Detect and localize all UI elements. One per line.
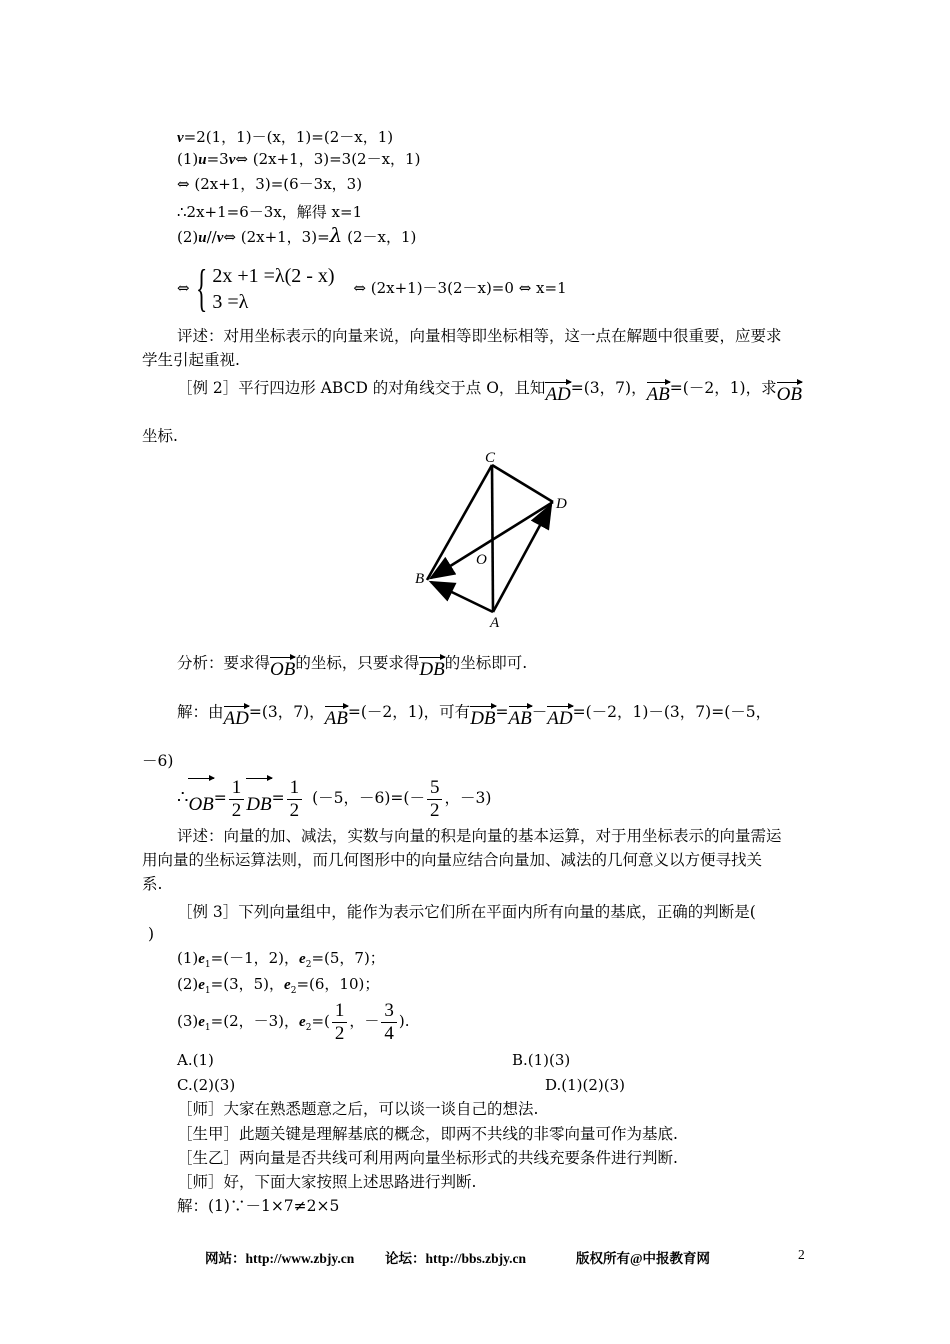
text: =2(1，1)－(x，1)=(2－x，1): [183, 128, 394, 146]
analysis-line: [177, 653, 527, 680]
text: =: [495, 703, 509, 721]
line-part1-step: [177, 174, 362, 194]
vector-v: v: [228, 152, 236, 168]
comment-2-line2: [142, 850, 762, 870]
vector-u: u: [198, 152, 207, 168]
text: ⇔ (2x+1，3)=3(2－x，1): [235, 150, 421, 168]
text: ∴2x+1=6－3x，解得 x=1: [177, 203, 363, 221]
text: =(－1，2)，: [210, 949, 300, 967]
subscript: 2: [305, 960, 312, 970]
vector-AB-line: [431, 582, 493, 612]
text: =(3，7)，: [570, 379, 647, 397]
text: =(5，7)；: [311, 949, 385, 967]
fraction-three-quarters: [381, 1000, 397, 1045]
label-O: O: [476, 552, 487, 568]
example-3-line2: [148, 924, 154, 944]
text: (2): [177, 228, 199, 246]
text: ［师］大家在熟悉题意之后，可以谈一谈自己的想法.: [177, 1100, 539, 1118]
label-B: B: [415, 571, 425, 587]
numerator: 5: [427, 777, 443, 800]
numerator: 1: [332, 1000, 348, 1023]
vector-e2: e: [284, 977, 291, 993]
text: A.(1): [177, 1051, 214, 1069]
text: (1): [177, 949, 199, 967]
text: D.(1)(2)(3): [545, 1076, 626, 1094]
vector-e1: e: [198, 1014, 205, 1030]
comment-2-line1: [177, 826, 782, 846]
equation-2: 3 =λ: [212, 291, 249, 313]
equation-1: 2x +1 =λ(2 - x): [212, 265, 335, 287]
comment-1-line2: [142, 350, 240, 370]
line-part2-condition: [177, 225, 416, 248]
page-number: 2: [798, 1247, 805, 1262]
label-C: C: [485, 450, 496, 466]
text: //: [206, 228, 217, 246]
vector-AB: AB: [325, 704, 348, 729]
denominator: 2: [334, 1022, 345, 1044]
text: ∴: [177, 787, 189, 808]
text: =: [213, 789, 227, 807]
fraction-five-halves: [427, 777, 443, 822]
dialogue-teacher-2: [177, 1172, 476, 1192]
comment-2-line3: [142, 874, 162, 894]
text: ): [148, 925, 155, 943]
numerator: 1: [229, 777, 245, 800]
text: C.(2)(3): [177, 1076, 236, 1094]
option-set-3: [177, 996, 410, 1053]
line-part2-system: [177, 260, 567, 317]
subscript: 1: [204, 986, 211, 996]
text: 解：(1)∵－1×7≠2×5: [177, 1197, 340, 1215]
text: (2－x，1): [342, 228, 417, 246]
text: ⇔ x=1: [518, 279, 567, 297]
vector-OB: OB: [188, 776, 213, 829]
footer-copyright: 版权所有@中报教育网: [576, 1251, 711, 1266]
text: =(6，10)；: [296, 975, 380, 993]
text: －: [531, 703, 548, 721]
subscript: 2: [290, 986, 297, 996]
footer-site[interactable]: 网站：http://www.zbjy.cn: [205, 1251, 355, 1266]
vector-OB: OB: [777, 380, 802, 405]
footer-forum[interactable]: 论坛：http://bbs.zbjy.cn: [385, 1251, 527, 1266]
text: =(2，－3)，: [210, 1012, 300, 1030]
denominator: 2: [231, 799, 242, 821]
numerator: 3: [381, 1000, 397, 1023]
text: =(－2，1)，求: [669, 379, 777, 397]
line-part1-result: [177, 202, 362, 222]
vector-AD: AD: [547, 704, 572, 729]
numerator: 1: [287, 777, 303, 800]
choice-C: [177, 1075, 235, 1095]
text: 的坐标，只要求得: [295, 654, 420, 672]
text: =: [271, 789, 285, 807]
fraction-one-half: [287, 777, 303, 822]
vector-DB: DB: [470, 704, 495, 729]
choice-B: [512, 1050, 570, 1070]
text: =(: [311, 1012, 330, 1030]
dialogue-student-a: [177, 1124, 678, 1144]
text: 评述：向量的加、减法，实数与向量的积是向量的基本运算，对于用坐标表示的向量需运: [177, 827, 782, 845]
vector-DB: DB: [419, 655, 444, 680]
text: ，－: [349, 1012, 380, 1030]
vector-e1: e: [198, 977, 205, 993]
text: 用向量的坐标运算法则，而几何图形中的向量应结合向量加、减法的几何意义以方便寻找关: [142, 851, 763, 869]
text: 坐标.: [142, 427, 178, 445]
text: －6): [142, 752, 174, 770]
text: 解：由: [177, 703, 224, 721]
text: =(－2，1)，可有: [347, 703, 471, 721]
dialogue-teacher-1: [177, 1099, 538, 1119]
example-2-statement: [177, 378, 802, 405]
text: ［生甲］此题关键是理解基底的概念，即两不共线的非零向量可作为基底.: [177, 1125, 678, 1143]
example-3-line1: [177, 902, 756, 922]
text: =(3，7)，: [248, 703, 325, 721]
example-2-tail: [142, 426, 178, 446]
vector-AB: AB: [647, 380, 670, 405]
vector-DB: DB: [246, 776, 271, 829]
line-part1-condition: [177, 149, 420, 170]
text: ).: [398, 1012, 410, 1030]
text: ⇔ (2x+1)－3(2－x)=0: [353, 279, 514, 297]
vector-AD: AD: [224, 704, 249, 729]
vector-e2: e: [299, 1014, 306, 1030]
text: 系.: [142, 875, 163, 893]
text: ［生乙］两向量是否共线可利用两向量坐标形式的共线充要条件进行判断.: [177, 1149, 678, 1167]
text: ，－3): [444, 789, 492, 807]
subscript: 1: [204, 1023, 211, 1033]
equation-system: [194, 260, 335, 317]
side-CD: [492, 465, 553, 502]
brace-icon: {: [196, 260, 208, 317]
text: (3): [177, 1012, 199, 1030]
text: ⇔ (2x+1，3)=(6－3x，3): [177, 175, 363, 193]
vector-v: v: [177, 130, 184, 146]
line-v-definition: [177, 127, 393, 148]
denominator: 2: [289, 799, 300, 821]
label-D: D: [556, 496, 567, 512]
text: (1): [177, 150, 199, 168]
dialogue-student-b: [177, 1148, 678, 1168]
text: ［例 3］下列向量组中，能作为表示它们所在平面内所有向量的基底，正确的判断是(: [177, 903, 756, 921]
text: 评述：对用坐标表示的向量来说，向量相等即坐标相等，这一点在解题中很重要，应要求: [177, 327, 782, 345]
parallelogram-figure: [405, 448, 575, 633]
text: 学生引起重视.: [142, 351, 240, 369]
solution-start: [177, 1196, 339, 1216]
subscript: 1: [204, 960, 211, 970]
solution-line-tail: [142, 751, 173, 771]
solution-line: [177, 702, 771, 729]
vector-u: u: [198, 230, 207, 246]
vector-AB: AB: [509, 704, 532, 729]
text: ［师］好，下面大家按照上述思路进行判断.: [177, 1173, 477, 1191]
fraction-one-half: [229, 777, 245, 822]
vector-e2: e: [299, 951, 306, 967]
subscript: 2: [305, 1023, 312, 1033]
option-set-1: [177, 948, 385, 975]
comment-1-line1: [177, 326, 782, 346]
text: (－5，－6)=(－: [312, 789, 425, 807]
therefore-line: [177, 774, 491, 829]
text: (2): [177, 975, 199, 993]
text: 的坐标即可.: [444, 654, 528, 672]
vector-OB: OB: [270, 655, 295, 680]
denominator: 4: [384, 1022, 394, 1044]
text: =3: [206, 150, 229, 168]
denominator: 2: [429, 799, 440, 821]
vector-e1: e: [198, 951, 205, 967]
vector-v: v: [216, 230, 224, 246]
text: =(3，5)，: [210, 975, 285, 993]
lambda: λ: [329, 223, 343, 247]
choice-D: [545, 1075, 625, 1095]
vector-AD: AD: [545, 380, 570, 405]
text: ⇔ (2x+1，3)=: [223, 228, 330, 246]
text: 分析：要求得: [177, 654, 271, 672]
text: =(－2，1)－(3，7)=(－5，: [572, 703, 772, 721]
choice-A: [177, 1050, 214, 1070]
text: ⇔: [177, 279, 190, 297]
text: ［例 2］平行四边形 ABCD 的对角线交于点 O，且知: [177, 379, 546, 397]
text: B.(1)(3): [512, 1051, 571, 1069]
label-A: A: [490, 615, 500, 631]
fraction-one-half: [332, 1000, 348, 1045]
